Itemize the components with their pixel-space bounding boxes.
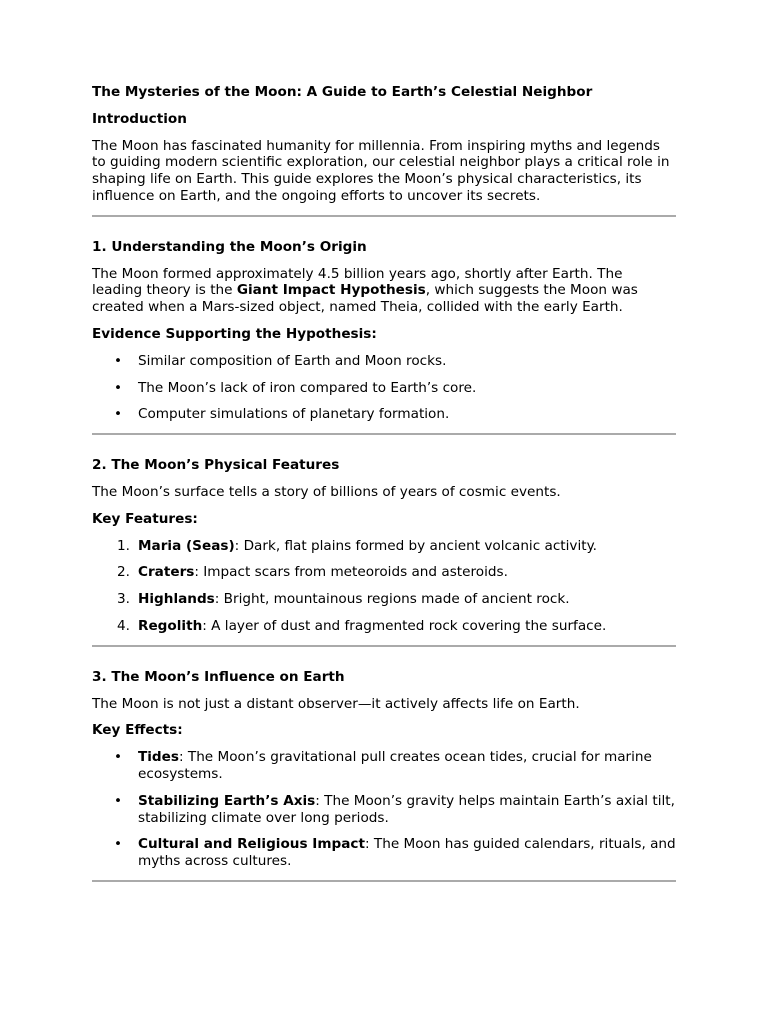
bullet-icon: • xyxy=(114,406,123,423)
list-item-text: Computer simulations of planetary formation. xyxy=(138,406,450,423)
list-item-desc: : The Moon’s gravity helps maintain Earth’s axial tilt, stabilizing climate over long periods. xyxy=(138,792,675,826)
section-1-para-start: The Moon formed approximately 4.5 billion years ago, shortly after Earth. The leading theory is the xyxy=(92,265,623,299)
list-item xyxy=(92,564,676,581)
list-item-desc: : Bright, mountainous regions made of ancient rock. xyxy=(214,591,570,608)
list-item xyxy=(92,353,676,370)
evidence-list xyxy=(92,353,676,423)
section-divider xyxy=(92,645,676,647)
list-item xyxy=(92,538,676,555)
section-2-subheading: Key Features: xyxy=(92,510,198,527)
section-divider xyxy=(92,215,676,217)
section-1-paragraph xyxy=(92,266,676,316)
section-3-subheading: Key Effects: xyxy=(92,722,183,739)
list-item-text: The Moon’s lack of iron compared to Earth’s core. xyxy=(138,379,477,396)
list-item-desc: : A layer of dust and fragmented rock covering the surface. xyxy=(202,617,607,634)
section-1-para-end: , which suggests the Moon was created when a Mars-sized object, named Theia, collided with the early Earth. xyxy=(92,282,638,316)
section-2-heading: 2. The Moon’s Physical Features xyxy=(92,457,340,474)
list-number: 1. xyxy=(117,537,130,554)
section-1-heading: 1. Understanding the Moon’s Origin xyxy=(92,238,367,255)
list-item-term: Maria (Seas) xyxy=(138,537,235,554)
list-item-desc: : The Moon’s gravitational pull creates ocean tides, crucial for marine ecosystems. xyxy=(138,749,652,782)
list-item xyxy=(92,793,676,827)
section-3-paragraph: The Moon is not just a distant observer—it actively affects life on Earth. xyxy=(92,695,580,712)
features-list xyxy=(92,538,676,635)
section-1-subheading: Evidence Supporting the Hypothesis: xyxy=(92,325,377,342)
list-item xyxy=(92,618,676,635)
list-number: 4. xyxy=(117,617,130,634)
section-2-paragraph: The Moon’s surface tells a story of billions of years of cosmic events. xyxy=(92,483,561,500)
bullet-icon: • xyxy=(114,749,123,766)
list-item-term: Tides xyxy=(138,749,179,766)
intro-paragraph: The Moon has fascinated humanity for millennia. From inspiring myths and legends to guiding modern scientific exploration, our celestial neighbor plays a critical role in shaping life on Earth. This guide explores the Moon’s physical characteristics, its influence on Earth, and the ongoing efforts to uncover its secrets. xyxy=(92,137,670,204)
document-title: The Mysteries of the Moon: A Guide to Earth’s Celestial Neighbor xyxy=(92,84,593,100)
bullet-icon: • xyxy=(114,792,123,809)
section-1-para-bold: Giant Impact Hypothesis xyxy=(236,282,426,299)
bullet-icon: • xyxy=(114,352,123,369)
list-item xyxy=(92,591,676,608)
intro-heading: Introduction xyxy=(92,110,187,127)
list-item xyxy=(92,380,676,397)
list-item-text: Similar composition of Earth and Moon rocks. xyxy=(138,352,447,369)
document-content xyxy=(92,84,676,904)
bullet-icon: • xyxy=(114,836,123,853)
list-item xyxy=(92,749,676,783)
list-item xyxy=(92,836,676,870)
list-item xyxy=(92,406,676,423)
list-item-desc: : Impact scars from meteoroids and asteroids. xyxy=(194,564,508,581)
section-3-heading: 3. The Moon’s Influence on Earth xyxy=(92,668,345,685)
list-number: 2. xyxy=(117,564,130,581)
list-item-desc: : The Moon has guided calendars, rituals, and myths across cultures. xyxy=(138,836,676,870)
list-number: 3. xyxy=(117,591,130,608)
list-item-term: Highlands xyxy=(138,591,215,608)
list-item-term: Stabilizing Earth’s Axis xyxy=(138,792,316,809)
list-item-desc: : Dark, flat plains formed by ancient volcanic activity. xyxy=(234,537,597,554)
section-divider xyxy=(92,880,676,882)
effects-list xyxy=(92,749,676,870)
list-item-term: Regolith xyxy=(138,617,203,634)
list-item-term: Cultural and Religious Impact xyxy=(138,836,365,853)
bullet-icon: • xyxy=(114,379,123,396)
section-divider xyxy=(92,433,676,435)
list-item-term: Craters xyxy=(138,564,195,581)
